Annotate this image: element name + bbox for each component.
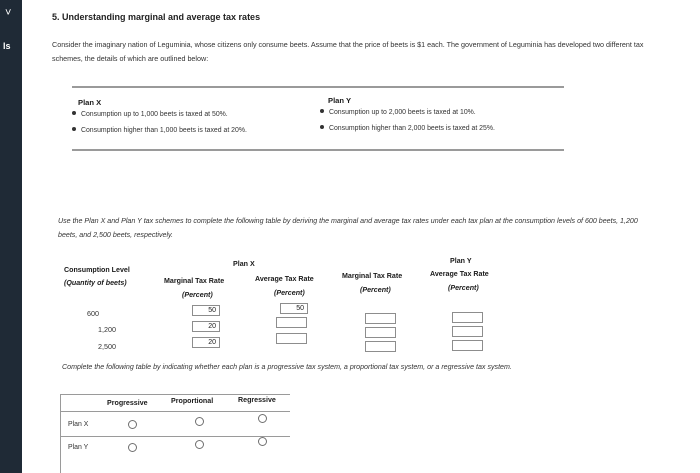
system-table xyxy=(60,394,290,473)
row-label-1200: 1,200 xyxy=(98,325,116,334)
row-label-2500: 2,500 xyxy=(98,342,116,351)
header-y-marginal-percent: (Percent) xyxy=(360,286,391,294)
bullet-dot-icon xyxy=(72,111,76,115)
header-y-average: Average Tax Rate xyxy=(430,270,489,278)
question-title: 5. Understanding marginal and average tax rates xyxy=(52,12,261,22)
x-average-2500-input[interactable] xyxy=(276,333,307,344)
header-quantity: (Quantity of beets) xyxy=(64,279,127,287)
header-x-marginal-percent: (Percent) xyxy=(182,291,213,299)
plan-y-progressive-radio[interactable] xyxy=(128,443,137,452)
plan-x-progressive-radio[interactable] xyxy=(128,420,137,429)
bullet-dot-icon xyxy=(320,109,324,113)
plan-y-regressive-radio[interactable] xyxy=(258,437,267,446)
bullet-dot-icon xyxy=(320,125,324,129)
x-marginal-1200-input[interactable]: 20 xyxy=(192,321,220,332)
plan-x-bullet-1: Consumption up to 1,000 beets is taxed at 50%. xyxy=(72,111,228,118)
plan-x-bullet-2: Consumption higher than 1,000 beets is taxed at 20%. xyxy=(72,127,247,134)
header-y-average-percent: (Percent) xyxy=(448,284,479,292)
plan-y-title: Plan Y xyxy=(328,96,352,105)
y-marginal-1200-input[interactable] xyxy=(365,327,396,338)
y-marginal-600-input[interactable] xyxy=(365,313,396,324)
y-average-600-input[interactable] xyxy=(452,312,483,323)
y-average-1200-input[interactable] xyxy=(452,326,483,337)
system-table-top-line xyxy=(60,394,290,395)
header-x-marginal: Marginal Tax Rate xyxy=(164,277,225,285)
x-average-600-input[interactable]: 50 xyxy=(280,303,308,314)
plan-y-proportional-radio[interactable] xyxy=(195,440,204,449)
divider-top xyxy=(72,86,564,88)
plan-x-regressive-radio[interactable] xyxy=(258,414,267,423)
sidebar-text: ls xyxy=(3,41,11,51)
system-question: Complete the following table by indicating whether each plan is a progressive tax system, a proportional tax system, or a regressive tax system. xyxy=(62,363,512,371)
system-table-row-line xyxy=(60,436,290,437)
system-table-header-line xyxy=(60,411,290,412)
system-row-plan-x: Plan X xyxy=(68,421,89,428)
system-row-plan-y: Plan Y xyxy=(68,444,89,451)
plan-y-bullet-2: Consumption higher than 2,000 beets is taxed at 25%. xyxy=(320,125,495,132)
x-marginal-2500-input[interactable]: 20 xyxy=(192,337,220,348)
plan-x-title: Plan X xyxy=(78,98,102,107)
y-marginal-2500-input[interactable] xyxy=(365,341,396,352)
header-consumption-level: Consumption Level xyxy=(64,266,130,274)
x-average-1200-input[interactable] xyxy=(276,317,307,328)
header-x-average-percent: (Percent) xyxy=(274,289,305,297)
x-marginal-600-input[interactable]: 50 xyxy=(192,305,220,316)
table-instructions: Use the Plan X and Plan Y tax schemes to complete the following table by deriving the marginal and average tax rates under each tax plan at the consumption levels of 600 beets, 1,200 beets, and 2,500 beets, respectively. xyxy=(58,217,638,239)
plan-x-proportional-radio[interactable] xyxy=(195,417,204,426)
header-plan-x: Plan X xyxy=(233,260,255,268)
bullet-dot-icon xyxy=(72,127,76,131)
header-x-average: Average Tax Rate xyxy=(255,275,314,283)
chevron-down-icon[interactable]: ˅ xyxy=(5,7,12,19)
header-proportional: Proportional xyxy=(171,397,214,405)
header-plan-y: Plan Y xyxy=(450,257,472,265)
header-regressive: Regressive xyxy=(238,396,276,404)
question-intro: Consider the imaginary nation of Leguminia, whose citizens only consume beets. Assume that the price of beets is $1 each. The government of Leguminia has developed two different tax schemes, the details of which are outlined below: xyxy=(52,40,644,63)
plan-y-bullet-1: Consumption up to 2,000 beets is taxed at 10%. xyxy=(320,109,476,116)
left-sidebar xyxy=(0,0,22,473)
row-label-600: 600 xyxy=(87,309,99,318)
header-y-marginal: Marginal Tax Rate xyxy=(342,272,403,280)
header-progressive: Progressive xyxy=(107,399,148,407)
divider-bottom xyxy=(72,149,564,151)
y-average-2500-input[interactable] xyxy=(452,340,483,351)
